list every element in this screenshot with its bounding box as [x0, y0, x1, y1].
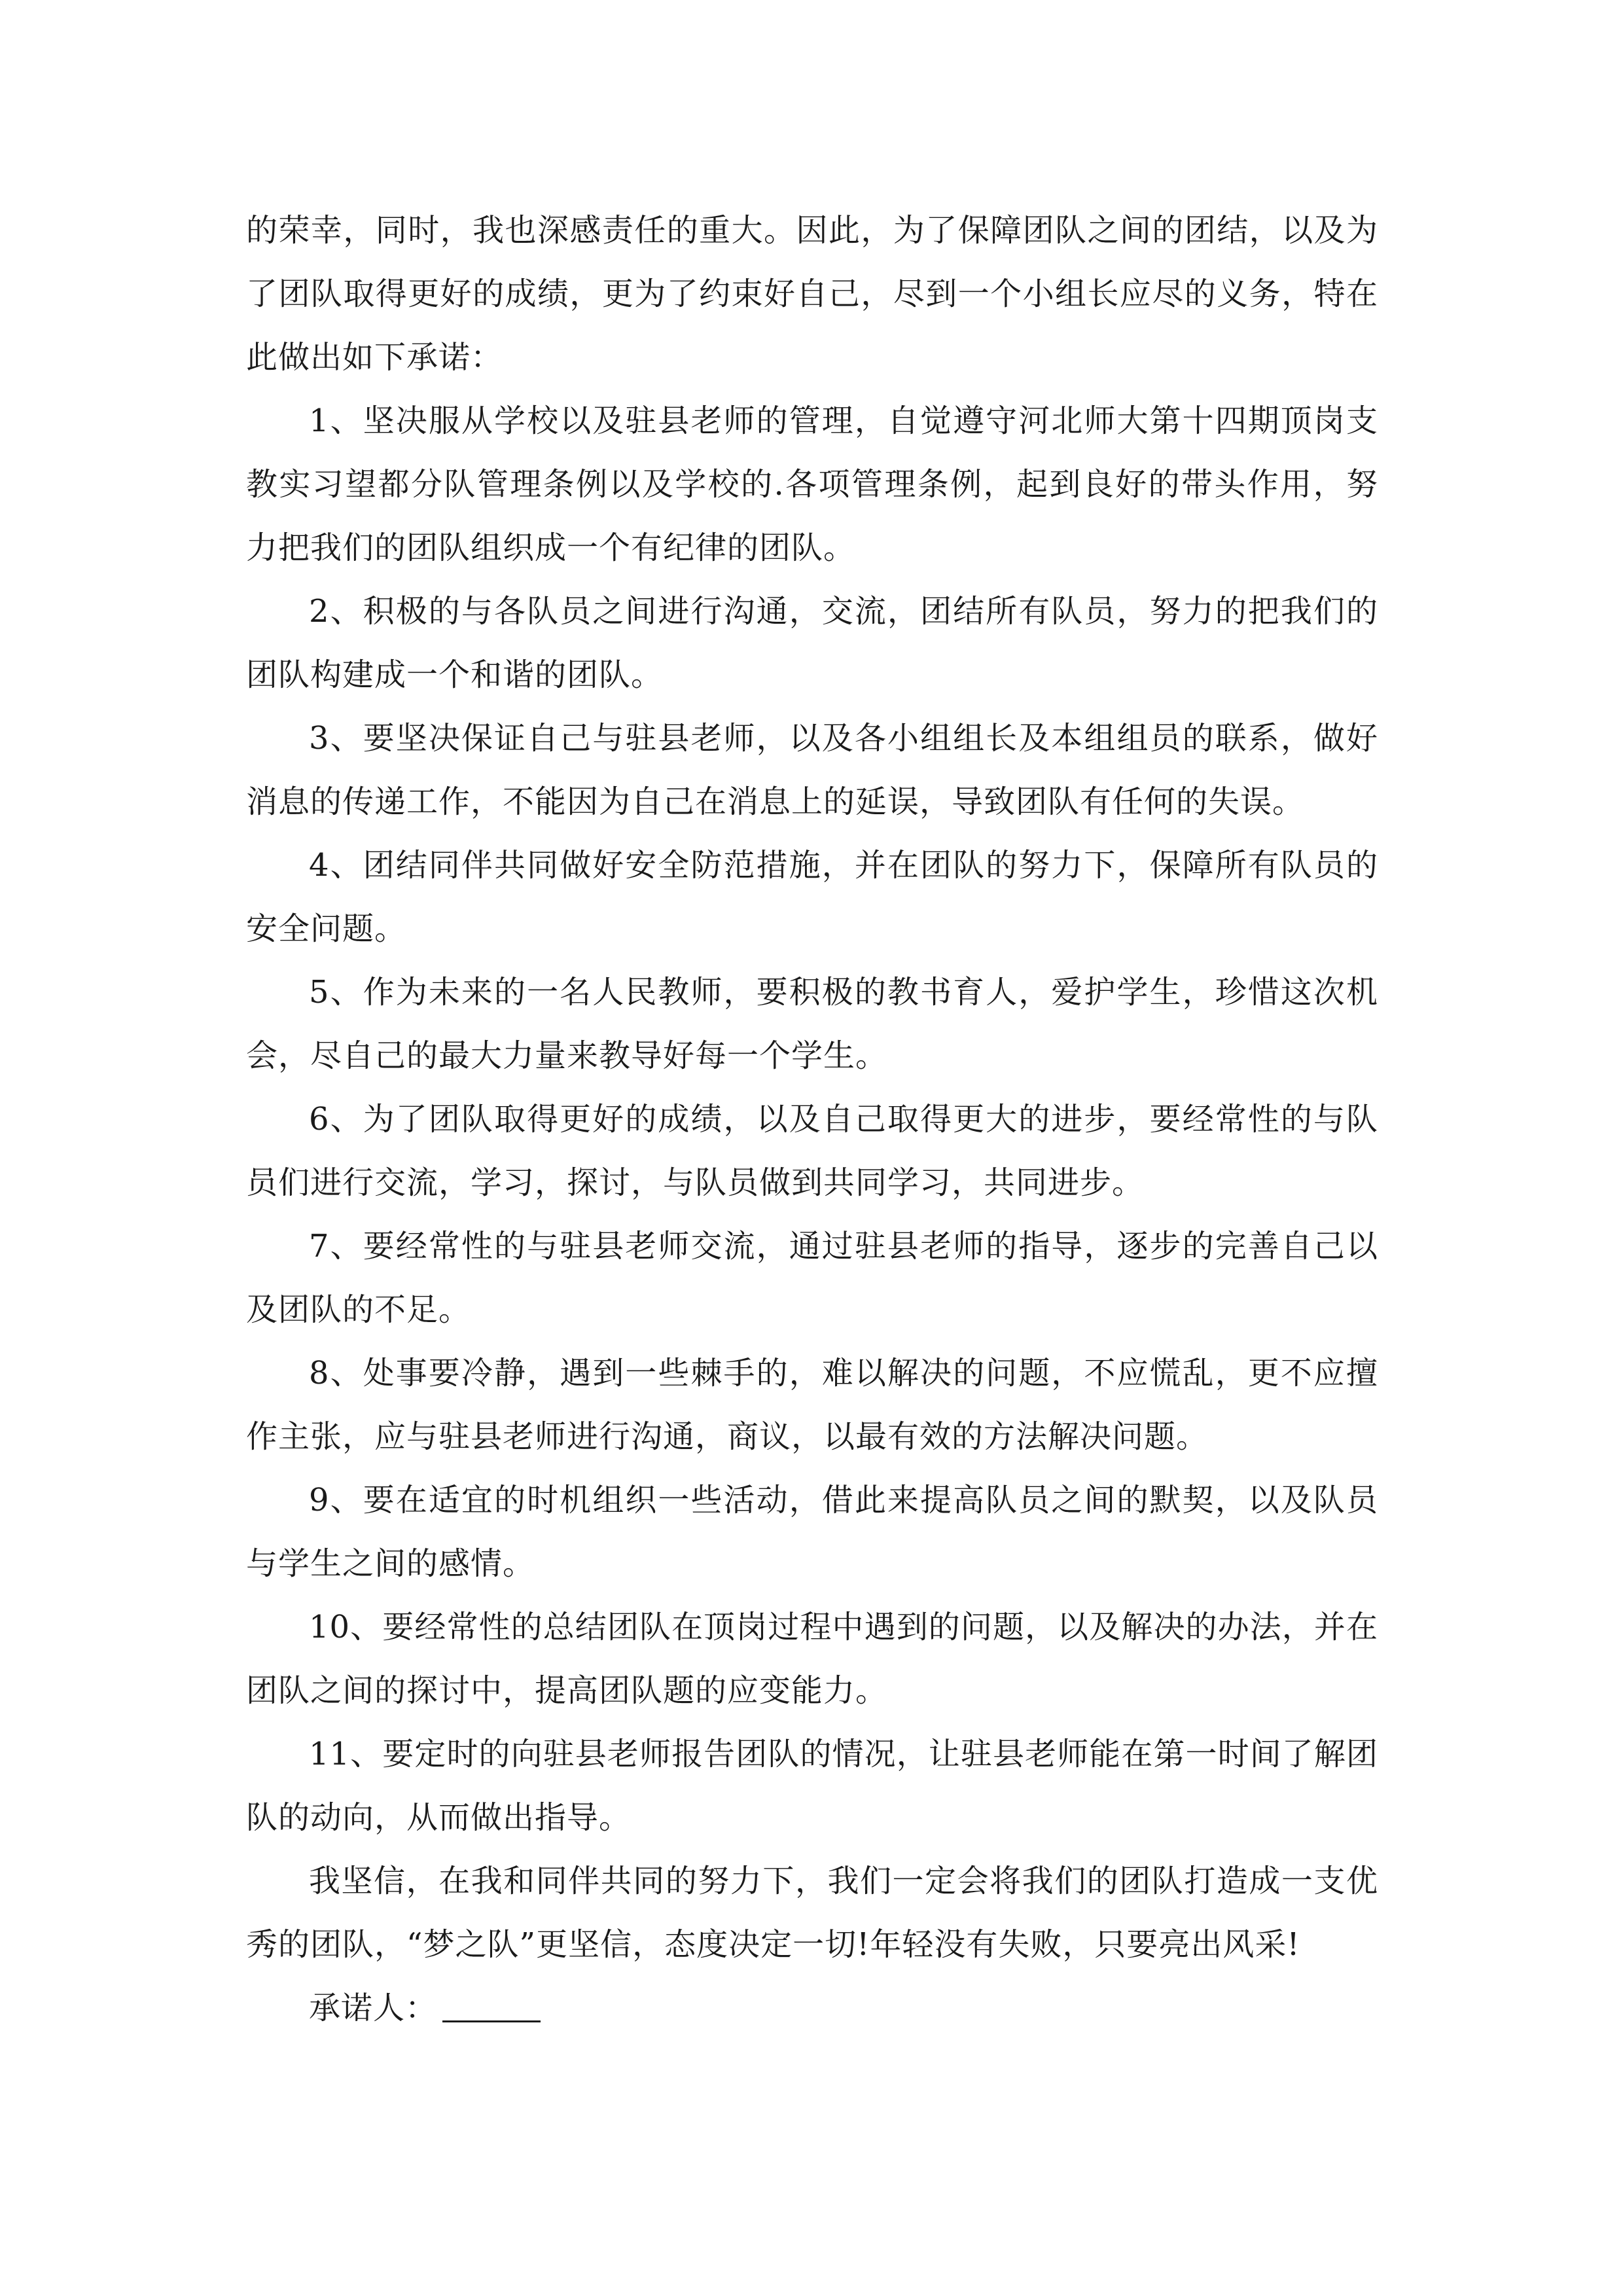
commitment-item-9: 9、要在适宜的时机组织一些活动，借此来提高队员之间的默契，以及队员与学生之间的感情。 — [246, 1482, 1378, 1582]
closing-paragraph: 我坚信，在我和同伴共同的努力下，我们一定会将我们的团队打造成一支优秀的团队，“梦之队”更坚信，态度决定一切!年轻没有失败，只要亮出风采! — [246, 1863, 1378, 1963]
commitment-item-7: 7、要经常性的与驻县老师交流，通过驻县老师的指导，逐步的完善自己以及团队的不足。 — [246, 1228, 1378, 1328]
commitment-item-11: 11、要定时的向驻县老师报告团队的情况，让驻县老师能在第一时间了解团队的动向，从而做出指导。 — [246, 1736, 1378, 1836]
commitment-item-1: 1、坚决服从学校以及驻县老师的管理，自觉遵守河北师大第十四期顶岗支教实习望都分队管理条例以及学校的.各项管理条例，起到良好的带头作用，努力把我们的团队组织成一个有纪律的团队。 — [246, 403, 1378, 566]
commitment-item-3: 3、要坚决保证自己与驻县老师，以及各小组组长及本组组员的联系，做好消息的传递工作，不能因为自己在消息上的延误，导致团队有任何的失误。 — [246, 720, 1378, 820]
commitment-item-5: 5、作为未来的一名人民教师，要积极的教书育人，爱护学生，珍惜这次机会，尽自己的最大力量来教导好每一个学生。 — [246, 974, 1378, 1074]
document-body — [246, 199, 1378, 2040]
commitment-item-8: 8、处事要冷静，遇到一些棘手的，难以解决的问题，不应慌乱，更不应擅作主张，应与驻县老师进行沟通，商议，以最有效的方法解决问题。 — [246, 1355, 1378, 1455]
signature-line — [246, 1977, 1378, 2040]
commitment-item-10: 10、要经常性的总结团队在顶岗过程中遇到的问题，以及解决的办法，并在团队之间的探讨中，提高团队题的应变能力。 — [246, 1609, 1378, 1709]
commitment-item-4: 4、团结同伴共同做好安全防范措施，并在团队的努力下，保障所有队员的安全问题。 — [246, 847, 1378, 947]
commitment-item-2: 2、积极的与各队员之间进行沟通，交流，团结所有队员，努力的把我们的团队构建成一个和谐的团队。 — [246, 593, 1378, 693]
signature-label: 承诺人： — [309, 1990, 438, 2026]
intro-paragraph: 的荣幸，同时，我也深感责任的重大。因此，为了保障团队之间的团结，以及为了团队取得更好的成绩，更为了约束好自己，尽到一个小组长应尽的义务，特在此做出如下承诺： — [246, 212, 1378, 376]
commitment-item-6: 6、为了团队取得更好的成绩，以及自己取得更大的进步，要经常性的与队员们进行交流，学习，探讨，与队员做到共同学习，共同进步。 — [246, 1101, 1378, 1201]
signature-blank — [442, 1994, 541, 2022]
